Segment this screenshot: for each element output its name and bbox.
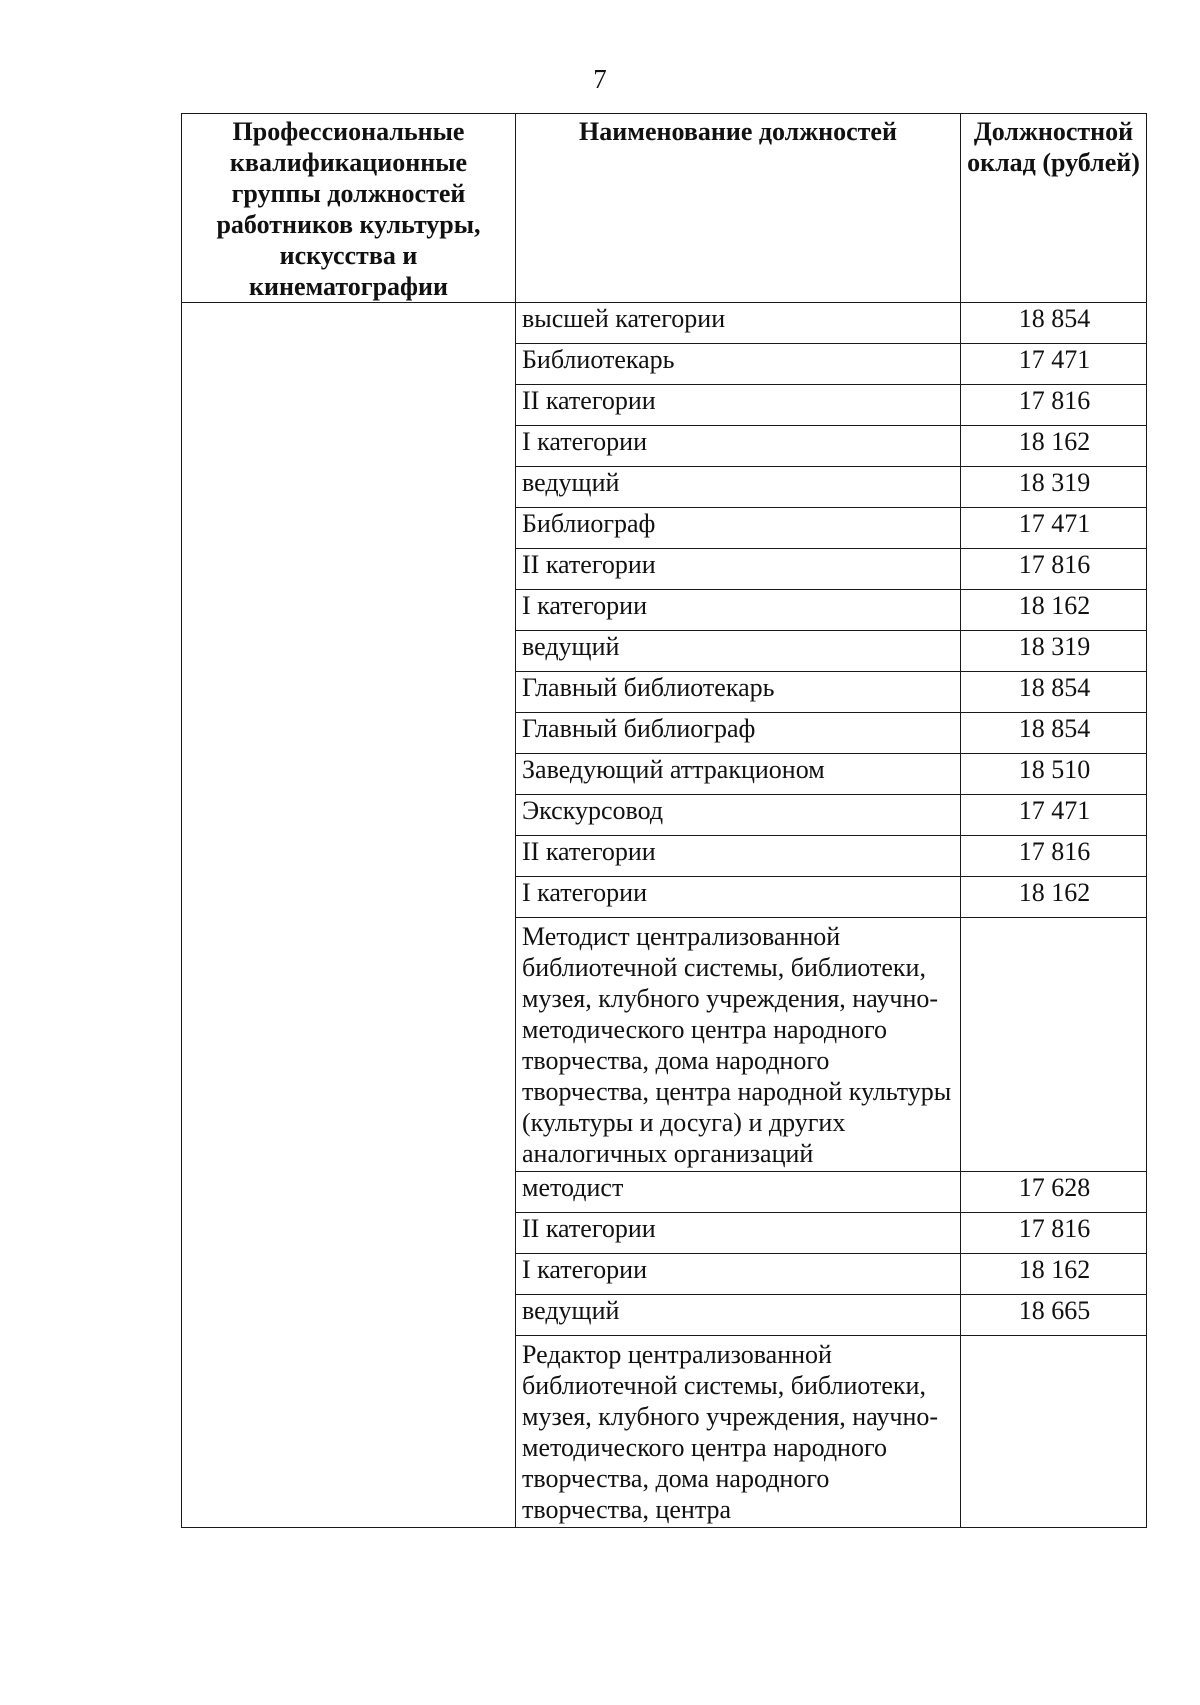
salary-cell: 17 628 [961, 1172, 1147, 1213]
salary-cell: 17 816 [961, 549, 1147, 590]
position-name-cell: Главный библиограф [516, 713, 961, 754]
salary-cell: 18 665 [961, 1295, 1147, 1336]
position-name-cell: I категории [516, 426, 961, 467]
salary-cell: 18 854 [961, 713, 1147, 754]
salary-cell: 18 510 [961, 754, 1147, 795]
salary-cell: 18 162 [961, 877, 1147, 918]
position-name-cell: I категории [516, 590, 961, 631]
position-name-cell: Экскурсовод [516, 795, 961, 836]
position-name-cell: высшей категории [516, 303, 961, 344]
salary-cell: 17 471 [961, 795, 1147, 836]
header-position-name: Наименование должностей [516, 114, 961, 303]
salary-cell: 18 854 [961, 303, 1147, 344]
position-name-cell: методист [516, 1172, 961, 1213]
salary-cell [961, 918, 1147, 1172]
position-name-cell: I категории [516, 1254, 961, 1295]
salary-cell: 18 162 [961, 426, 1147, 467]
qualification-group-cell [182, 303, 516, 1528]
salary-cell: 17 816 [961, 385, 1147, 426]
position-name-cell: Библиограф [516, 508, 961, 549]
position-name-cell: II категории [516, 1213, 961, 1254]
position-name-cell: Методист централизованной библиотечной системы, библиотеки, музея, клубного учреждения, научно-методического центра народного творчества, дома народного творчества, центра народной культуры (культуры и досуга) и других аналогичных организаций [516, 918, 961, 1172]
position-name-cell: Библиотекарь [516, 344, 961, 385]
salary-cell [961, 1336, 1147, 1528]
table-body [182, 303, 1147, 1528]
header-salary: Должностной оклад (рублей) [961, 114, 1147, 303]
position-name-cell: ведущий [516, 467, 961, 508]
position-name-cell: Редактор централизованной библиотечной системы, библиотеки, музея, клубного учреждения, научно-методического центра народного творчества, дома народного творчества, центра [516, 1336, 961, 1528]
salary-cell: 18 319 [961, 631, 1147, 672]
salary-cell: 17 816 [961, 1213, 1147, 1254]
header-qualification-group: Профессиональные квалификационные группы должностей работников культуры, искусства и кинематографии [182, 114, 516, 303]
position-name-cell: Заведующий аттракционом [516, 754, 961, 795]
page-number: 7 [593, 64, 607, 94]
table-row [182, 303, 1147, 344]
salary-cell: 18 162 [961, 590, 1147, 631]
salary-table [181, 113, 1147, 1528]
salary-cell: 17 816 [961, 836, 1147, 877]
salary-cell: 17 471 [961, 344, 1147, 385]
position-name-cell: ведущий [516, 1295, 961, 1336]
table-header-row [182, 114, 1147, 303]
position-name-cell: I категории [516, 877, 961, 918]
salary-cell: 17 471 [961, 508, 1147, 549]
position-name-cell: II категории [516, 385, 961, 426]
position-name-cell: Главный библиотекарь [516, 672, 961, 713]
salary-cell: 18 162 [961, 1254, 1147, 1295]
position-name-cell: ведущий [516, 631, 961, 672]
position-name-cell: II категории [516, 549, 961, 590]
salary-cell: 18 854 [961, 672, 1147, 713]
salary-cell: 18 319 [961, 467, 1147, 508]
position-name-cell: II категории [516, 836, 961, 877]
